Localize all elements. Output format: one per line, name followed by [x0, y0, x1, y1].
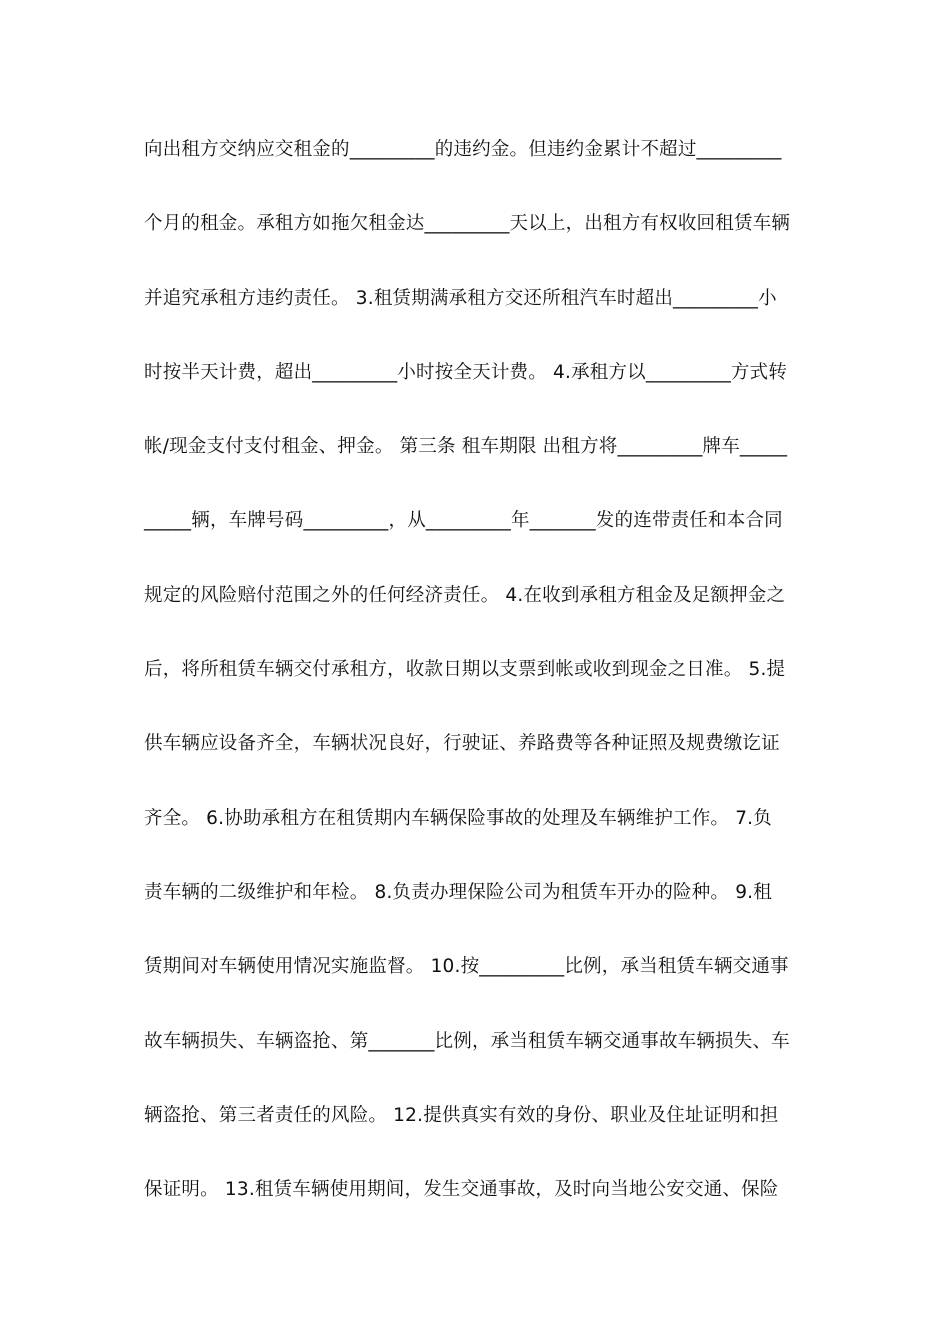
text-line-11: 责车辆的二级维护和年检。 8.负责办理保险公司为租赁车开办的险种。 9.租 — [144, 881, 772, 903]
contract-body-text — [144, 130, 814, 1244]
text-line-12: 赁期间对车辆使用情况实施监督。 10.按_________比例，承当租赁车辆交通事 — [144, 956, 789, 978]
text-line-9: 供车辆应设备齐全，车辆状况良好，行驶证、养路费等各种证照及规费缴讫证 — [144, 733, 780, 755]
text-line-15: 保证明。 13.租赁车辆使用期间，发生交通事故，及时向当地公安交通、保险 — [144, 1179, 779, 1201]
text-line-3: 并追究承租方违约责任。 3.租赁期满承租方交还所租汽车时超出_________小 — [144, 287, 777, 309]
text-line-6: _____辆，车牌号码_________，从_________年_______发的连带责任和本合同 — [144, 510, 783, 532]
text-line-4: 时按半天计费，超出_________小时按全天计费。 4.承租方以_________方式转 — [144, 361, 788, 383]
text-line-14: 辆盗抢、第三者责任的风险。 12.提供真实有效的身份、职业及住址证明和担 — [144, 1104, 779, 1126]
text-line-1: 向出租方交纳应交租金的_________的违约金。但违约金累计不超过_________ — [144, 139, 782, 160]
text-line-13: 故车辆损失、车辆盗抢、第_______比例，承当租赁车辆交通事故车辆损失、车 — [144, 1030, 790, 1052]
text-line-10: 齐全。 6.协助承租方在租赁期内车辆保险事故的处理及车辆维护工作。 7.负 — [144, 807, 772, 829]
text-line-8: 后，将所租赁车辆交付承租方，收款日期以支票到帐或收到现金之日准。 5.提 — [144, 659, 786, 681]
text-line-7: 规定的风险赔付范围之外的任何经济责任。 4.在收到承租方租金及足额押金之 — [144, 584, 786, 606]
text-line-2: 个月的租金。承租方如拖欠租金达_________天以上，出租方有权收回租赁车辆 — [144, 213, 791, 235]
text-line-5: 帐/现金支付支付租金、押金。 第三条 租车期限 出租方将_________牌车_____ — [144, 436, 788, 458]
